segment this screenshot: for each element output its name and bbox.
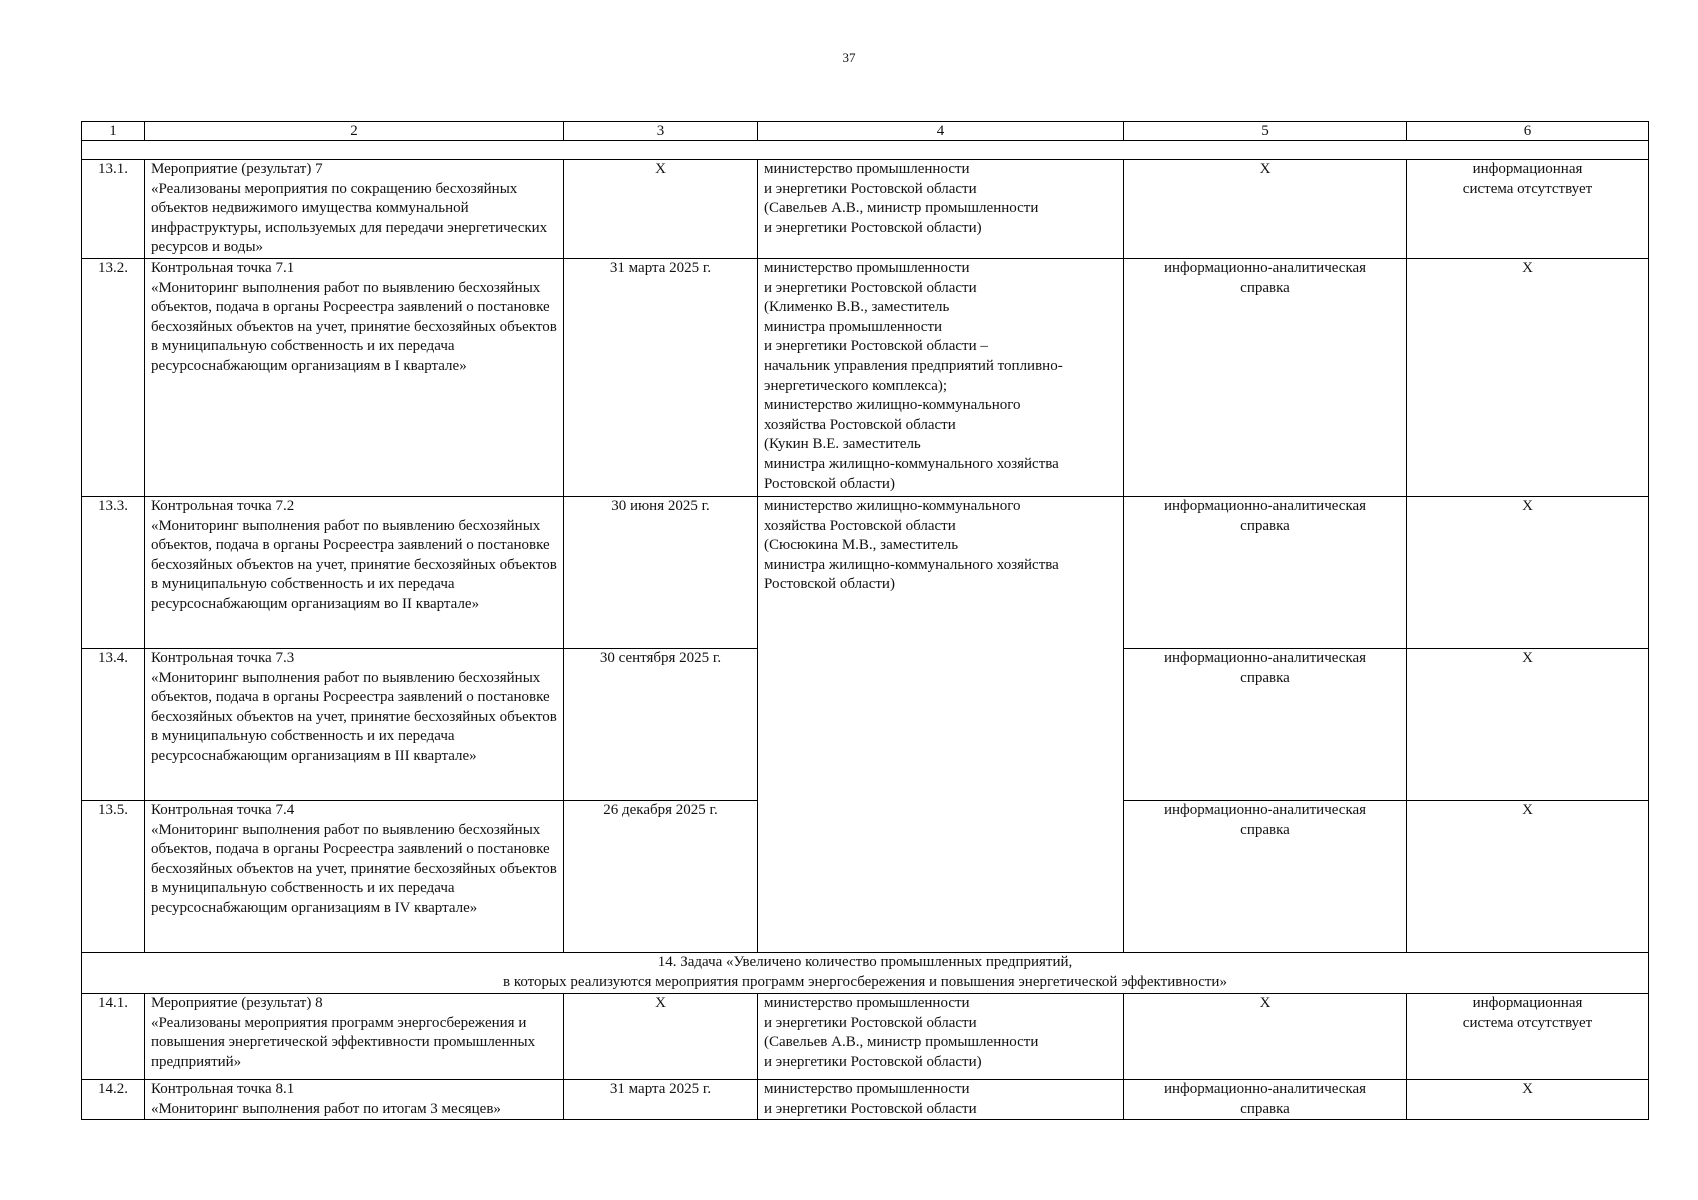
info-system: X <box>1407 259 1649 497</box>
event-title: Контрольная точка 7.3 «Мониторинг выполнения работ по выявлению бесхозяйных объектов, подача в органы Росреестра заявлений о постановке бесхозяйных объектов на учет, принятие бесхозяйных объектов в муниципальную собственность и их передача ресурсоснабжающим организациям в III квартале» <box>145 649 564 801</box>
deadline: X <box>564 994 758 1080</box>
info-system: X <box>1407 1080 1649 1120</box>
column-number-row <box>82 122 1649 141</box>
document-type: информационно-аналитическая справка <box>1124 649 1407 801</box>
event-title: Контрольная точка 7.1 «Мониторинг выполнения работ по выявлению бесхозяйных объектов, подача в органы Росреестра заявлений о постановке бесхозяйных объектов на учет, принятие бесхозяйных объектов в муниципальную собственность и их передача ресурсоснабжающим организациям в I квартале» <box>145 259 564 497</box>
event-title: Мероприятие (результат) 8 «Реализованы мероприятия программ энергосбережения и повышения энергетической эффективности промышленных предприятий» <box>145 994 564 1080</box>
info-system: информационная система отсутствует <box>1407 160 1649 259</box>
column-number: 2 <box>145 122 564 141</box>
column-number: 1 <box>82 122 145 141</box>
table-row <box>82 994 1649 1080</box>
plan-table <box>81 121 1649 1120</box>
deadline: 31 марта 2025 г. <box>564 259 758 497</box>
spacer-row <box>82 141 1649 160</box>
deadline: X <box>564 160 758 259</box>
column-number: 5 <box>1124 122 1407 141</box>
deadline: 31 марта 2025 г. <box>564 1080 758 1120</box>
document-type: информационно-аналитическая справка <box>1124 259 1407 497</box>
deadline: 26 декабря 2025 г. <box>564 801 758 953</box>
spacer-cell <box>82 141 1649 160</box>
responsible: министерство промышленности и энергетики Ростовской области <box>758 1080 1124 1120</box>
event-title: Контрольная точка 7.4 «Мониторинг выполнения работ по выявлению бесхозяйных объектов, подача в органы Росреестра заявлений о постановке бесхозяйных объектов на учет, принятие бесхозяйных объектов в муниципальную собственность и их передача ресурсоснабжающим организациям в IV квартале» <box>145 801 564 953</box>
event-title: Контрольная точка 8.1 «Мониторинг выполнения работ по итогам 3 месяцев» <box>145 1080 564 1120</box>
row-number: 14.1. <box>82 994 145 1080</box>
responsible: министерство промышленности и энергетики Ростовской области (Савельев А.В., министр промышленности и энергетики Ростовской области) <box>758 160 1124 259</box>
document-type: информационно-аналитическая справка <box>1124 801 1407 953</box>
column-number: 3 <box>564 122 758 141</box>
table-row <box>82 160 1649 259</box>
row-number: 13.4. <box>82 649 145 801</box>
deadline: 30 июня 2025 г. <box>564 497 758 649</box>
deadline: 30 сентября 2025 г. <box>564 649 758 801</box>
document-type: информационно-аналитическая справка <box>1124 497 1407 649</box>
row-number: 13.3. <box>82 497 145 649</box>
responsible: министерство промышленности и энергетики Ростовской области (Савельев А.В., министр промышленности и энергетики Ростовской области) <box>758 994 1124 1080</box>
table-row <box>82 259 1649 497</box>
task-heading: 14. Задача «Увеличено количество промышленных предприятий, в которых реализуются мероприятия программ энергосбережения и повышения энергетической эффективности» <box>82 953 1649 994</box>
info-system: X <box>1407 801 1649 953</box>
document-type: информационно-аналитическая справка <box>1124 1080 1407 1120</box>
document-type: X <box>1124 160 1407 259</box>
info-system: X <box>1407 649 1649 801</box>
table-row <box>82 497 1649 649</box>
task-row <box>82 953 1649 994</box>
row-number: 13.1. <box>82 160 145 259</box>
table-row <box>82 1080 1649 1120</box>
document-type: X <box>1124 994 1407 1080</box>
event-title: Контрольная точка 7.2 «Мониторинг выполнения работ по выявлению бесхозяйных объектов, подача в органы Росреестра заявлений о постановке бесхозяйных объектов на учет, принятие бесхозяйных объектов в муниципальную собственность и их передача ресурсоснабжающим организациям во II квартале» <box>145 497 564 649</box>
event-title: Мероприятие (результат) 7 «Реализованы мероприятия по сокращению бесхозяйных объектов недвижимого имущества коммунальной инфраструктуры, используемых для передачи энергетических ресурсов и воды» <box>145 160 564 259</box>
info-system: информационная система отсутствует <box>1407 994 1649 1080</box>
row-number: 13.2. <box>82 259 145 497</box>
row-number: 13.5. <box>82 801 145 953</box>
responsible: министерство промышленности и энергетики Ростовской области (Клименко В.В., заместитель министра промышленности и энергетики Ростовской области – начальник управления предприятий топливно-энергетического комплекса); министерство жилищно-коммунального хозяйства Ростовской области (Кукин В.Е. заместитель министра жилищно-коммунального хозяйства Ростовской области) <box>758 259 1124 497</box>
column-number: 4 <box>758 122 1124 141</box>
column-number: 6 <box>1407 122 1649 141</box>
row-number: 14.2. <box>82 1080 145 1120</box>
info-system: X <box>1407 497 1649 649</box>
responsible: министерство жилищно-коммунального хозяйства Ростовской области (Сюсюкина М.В., заместитель министра жилищно-коммунального хозяйства Ростовской области) <box>758 497 1124 953</box>
page-number: 37 <box>842 50 856 65</box>
